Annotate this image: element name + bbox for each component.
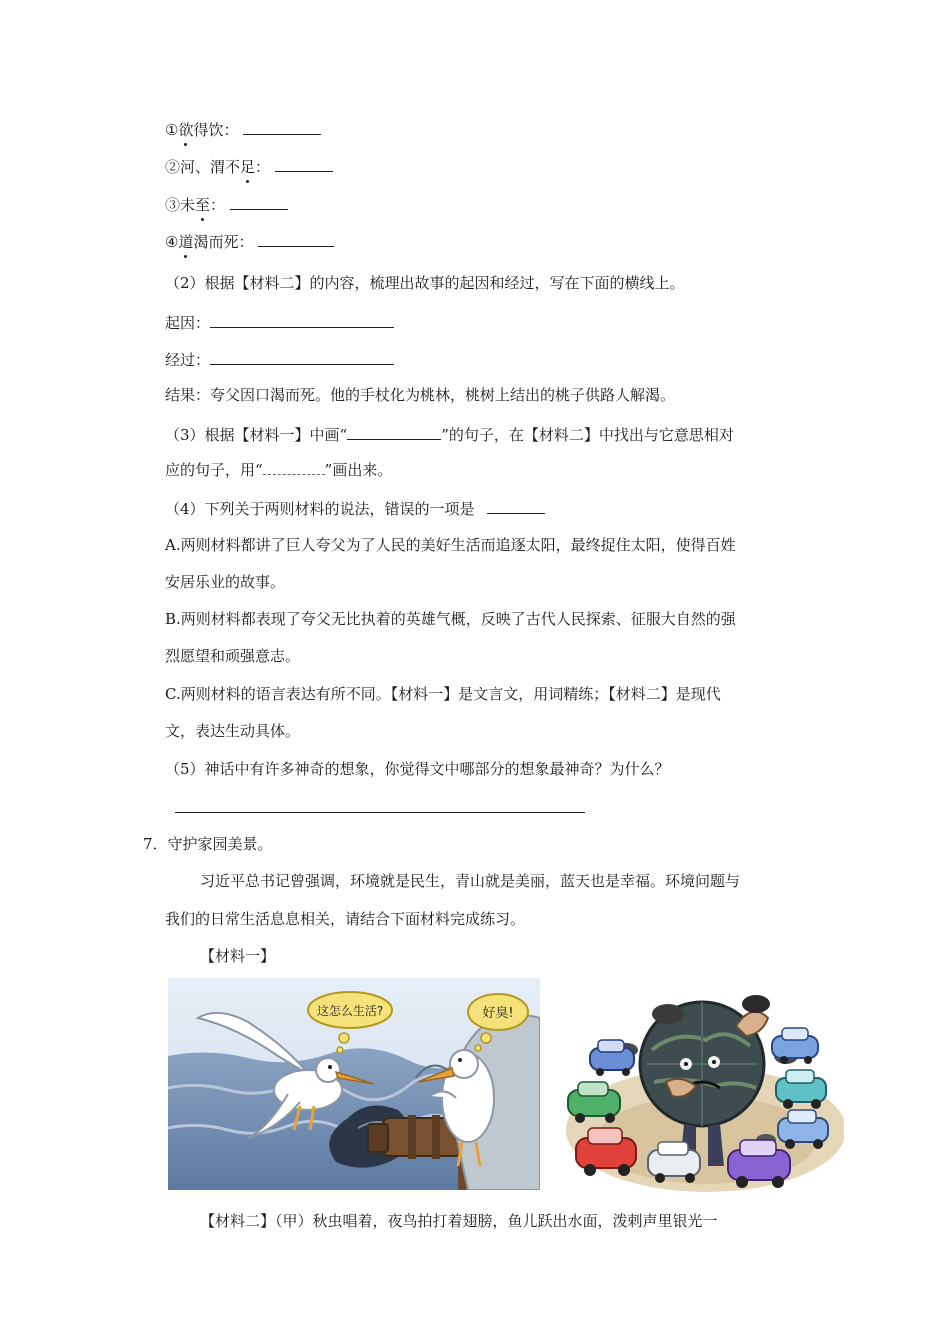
q6-5-stem: （5）神话中有许多神奇的想象，你觉得文中哪部分的想象最神奇？为什么？	[165, 760, 670, 778]
q6-1-item-2: ②河、渭不足：	[165, 155, 333, 177]
seagull-illustration	[168, 978, 540, 1190]
option-a-line1[interactable]: A.两则材料都讲了巨人夸父为了人民的美好生活而追逐太阳，最终捉住太阳，使得百姓	[165, 536, 736, 554]
q6-3-line2: 应的句子，用“ ”画出来。	[165, 461, 393, 479]
cause-blank[interactable]	[210, 311, 394, 328]
speech-bubble-2: 好臭!	[482, 1006, 514, 1021]
option-b-line2[interactable]: 烈愿望和顽强意志。	[165, 647, 301, 665]
option-c-line2[interactable]: 文，表达生动具体。	[165, 722, 301, 740]
pollution-cartoon-seagulls	[168, 978, 540, 1190]
answer-blank[interactable]	[243, 118, 321, 135]
q6-2-stem: （2）根据【材料二】的内容，梳理出故事的起因和经过，写在下面的横线上。	[165, 274, 685, 292]
process-blank[interactable]	[210, 348, 394, 365]
emphasis-dot-char: 足	[240, 158, 256, 176]
speech-bubble-1: 这怎么生活?	[316, 1004, 384, 1018]
choice-blank[interactable]	[487, 497, 545, 514]
answer-blank[interactable]	[258, 230, 334, 247]
underline-sample	[347, 423, 441, 440]
q6-2-cause: 起因：	[165, 311, 394, 333]
q6-4-stem: （4）下列关于两则材料的说法，错误的一项是	[165, 497, 545, 519]
q6-2-result: 结果：夸父因口渴而死。他的手杖化为桃林，桃树上结出的桃子供路人解渴。	[165, 386, 676, 404]
emphasis-dot-char: 欲	[178, 121, 194, 139]
q7-title: 7．守护家园美景。	[143, 835, 273, 853]
q6-1-item-3: ③未至：	[165, 193, 288, 215]
option-a-line2[interactable]: 安居乐业的故事。	[165, 573, 286, 591]
answer-blank[interactable]	[230, 193, 288, 210]
q7-intro-line1: 习近平总书记曾强调，环境就是民生，青山就是美丽，蓝天也是幸福。环境问题与	[200, 872, 741, 890]
option-b-line1[interactable]: B.两则材料都表现了夸父无比执着的英雄气概，反映了古代人民探索、征服大自然的强	[165, 610, 736, 628]
answer-blank[interactable]	[275, 155, 333, 172]
q6-5-answer-line[interactable]	[175, 812, 585, 813]
material2-text: 【材料二】（甲）秋虫唱着，夜鸟拍打着翅膀，鱼儿跃出水面，泼剌声里银光一	[200, 1212, 718, 1230]
q6-1-item-1: ①欲得饮：	[165, 118, 321, 140]
pollution-cartoon-earth-cars	[556, 990, 844, 1194]
material1-label: 【材料一】	[200, 947, 276, 965]
q6-1-item-4: ④道渴而死：	[165, 230, 334, 252]
emphasis-dot-char: 道	[178, 233, 194, 251]
emphasis-dot-char: 至	[195, 196, 211, 214]
earth-cars-illustration	[556, 990, 844, 1194]
q6-2-process: 经过：	[165, 348, 394, 370]
q6-3-line1: （3）根据【材料一】中画“ ”的句子，在【材料二】中找出与它意思相对	[165, 423, 734, 445]
option-c-line1[interactable]: C.两则材料的语言表达有所不同。【材料一】是文言文，用词精练；【材料二】是现代	[165, 685, 721, 703]
wavy-underline-sample	[263, 460, 325, 475]
q7-intro-line2: 我们的日常生活息息相关，请结合下面材料完成练习。	[165, 910, 526, 928]
